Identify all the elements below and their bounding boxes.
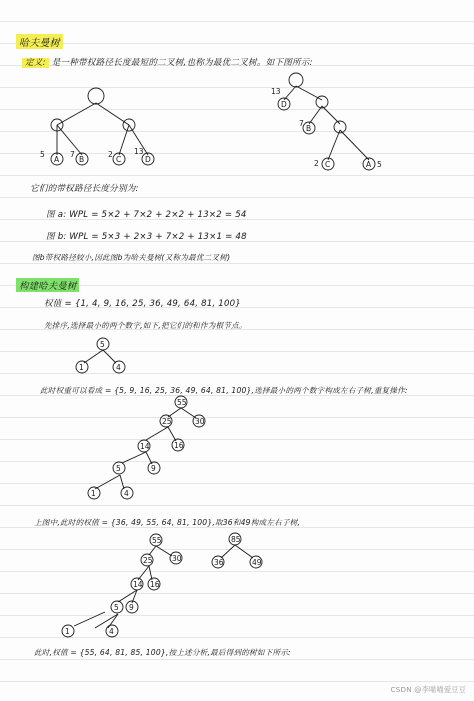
section-title-huffman-tree: 哈夫曼树 [16, 34, 63, 49]
tree-b-letter-d: D [281, 100, 287, 109]
wpl-tree-a: 图 a: WPL = 5×2 + 7×2 + 2×2 + 13×2 = 54 [46, 210, 247, 220]
step3-text: 上图中,此时的权值 = {36, 49, 55, 64, 81, 100},取36和49构成左右子树, [34, 518, 301, 527]
step3-node: 9 [129, 603, 134, 612]
step3-node: 55 [152, 536, 162, 545]
step2-node: 5 [116, 464, 121, 473]
step3-node: 25 [143, 556, 153, 565]
definition-label: 定义: [22, 58, 49, 68]
step2-node: 14 [140, 442, 150, 451]
tree-a-letter-b: B [79, 155, 85, 164]
tree-a-weight-d: 13 [134, 147, 144, 156]
step4-text: 此时,权值 = {55, 64, 81, 85, 100},按上述分析,最后得到的树如下所示: [34, 648, 291, 657]
definition-text: 是一种带权路径长度最短的二叉树,也称为最优二叉树。如下图所示: [51, 58, 313, 68]
tree-a-root-node [88, 88, 104, 104]
tree-b-letter-c: C [325, 160, 331, 169]
tree-b-letter-a: A [366, 160, 372, 169]
step1-text: 先排序,选择最小的两个数字,如下,把它们的和作为根节点。 [44, 321, 247, 330]
step3-right-left: 36 [214, 558, 224, 567]
step2-text: 此时权重可以看成 = {5, 9, 16, 25, 36, 49, 64, 81, 100},选择最小的两个数字构成左右子树,重复操作: [40, 386, 408, 395]
watermark: CSDN @李喵喵爱豆豆 [390, 685, 466, 694]
tree-b-weight-a: 5 [377, 160, 382, 169]
wpl-conclusion: 图b带权路径较小,因此图b为哈夫曼树(又称为最优二叉树) [32, 253, 231, 262]
tree-a-letter-a: A [54, 155, 60, 164]
step3-node: 5 [114, 603, 119, 612]
tree-a-weight-c: 2 [108, 150, 113, 159]
step2-node: 55 [177, 398, 187, 407]
step2-node: 1 [91, 489, 96, 498]
step3-left-tree [62, 534, 182, 637]
step1-right-label: 4 [116, 363, 121, 372]
step2-node: 16 [174, 441, 184, 450]
wpl-heading: 它们的带权路径长度分别为: [30, 184, 139, 194]
wpl-tree-b: 图 b: WPL = 5×3 + 2×3 + 7×2 + 13×1 = 48 [46, 232, 247, 242]
tree-b-letter-b: B [306, 124, 312, 133]
step3-node: 14 [133, 580, 143, 589]
tree-a-letter-c: C [116, 155, 122, 164]
step3-right-root: 85 [231, 535, 241, 544]
step2-node: 25 [162, 417, 172, 426]
tree-a-weight-b: 7 [70, 150, 75, 159]
tree-b [278, 73, 375, 170]
tree-b-weight-b: 7 [299, 119, 304, 128]
tree-b-weight-d: 13 [271, 87, 281, 96]
step2-node: 30 [195, 417, 205, 426]
section-title-build-tree: 构建哈夫曼树 [16, 278, 79, 292]
step1-left-label: 1 [79, 363, 84, 372]
step1-root-label: 5 [100, 340, 105, 349]
step3-node: 1 [65, 627, 70, 636]
step3-right-right: 49 [252, 558, 262, 567]
tree-a-letter-d: D [145, 155, 151, 164]
step3-node: 16 [150, 580, 160, 589]
tree-b-weight-c: 2 [314, 159, 319, 168]
tree-b-root-node [289, 73, 303, 87]
step3-node: 30 [172, 554, 182, 563]
weights-set: 权值 = {1, 4, 9, 16, 25, 36, 49, 64, 81, 100} [44, 299, 241, 309]
step2-node: 9 [151, 464, 156, 473]
step2-node: 4 [124, 489, 129, 498]
tree-a-weight-a: 5 [40, 150, 45, 159]
step3-node: 4 [109, 627, 114, 636]
